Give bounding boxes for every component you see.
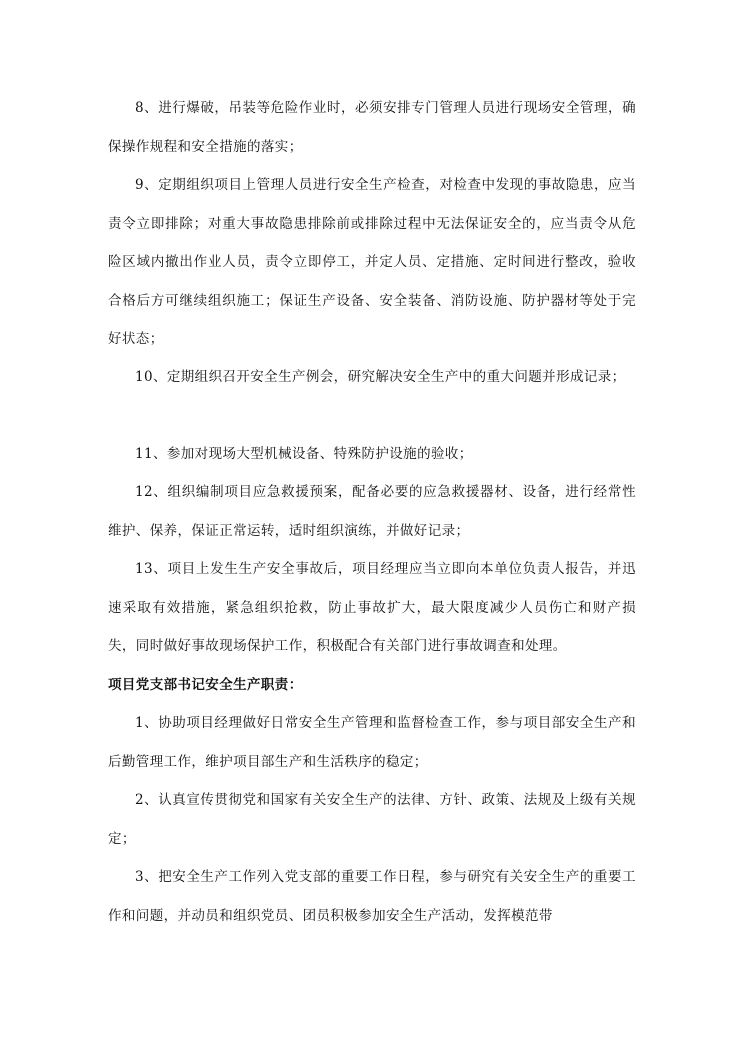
section-paragraph-1: 1、协助项目经理做好日常安全生产管理和监督检查工作，参与项目部安全生产和后勤管理工作，维护项目部生产和生活秩序的稳定； bbox=[108, 715, 636, 770]
section-paragraph-3: 3、把安全生产工作列入党支部的重要工作日程，参与研究有关安全生产的重要工作和问题，并动员和组织党员、团员积极参加安全生产活动，发挥模范带 bbox=[108, 869, 636, 924]
paragraph-item-10: 10、定期组织召开安全生产例会，研究解决安全生产中的重大问题并形成记录； bbox=[135, 369, 626, 385]
section-paragraph-2: 2、认真宣传贯彻党和国家有关安全生产的法律、方针、政策、法规及上级有关规定； bbox=[108, 792, 636, 847]
section-heading: 项目党支部书记安全生产职责： bbox=[108, 677, 303, 693]
paragraph-item-12: 12、组织编制项目应急救援预案，配备必要的应急救援器材、设备，进行经常性维护、保养，保证正常运转，适时组织演练，并做好记录； bbox=[108, 484, 636, 539]
paragraph-item-13: 13、项目上发生生产安全事故后，项目经理应当立即向本单位负责人报告，并迅速采取有效措施，紧急组织抢救，防止事故扩大，最大限度减少人员伤亡和财产损失，同时做好事故现场保护工作，积极配合有关部门进行事故调查和处理。 bbox=[108, 561, 636, 654]
paragraph-item-9: 9、定期组织项目上管理人员进行安全生产检查，对检查中发现的事故隐患，应当责令立即排除；对重大事故隐患排除前或排除过程中无法保证安全的，应当责令从危险区域内撤出作业人员，责令立即停工，并定人员、定措施、定时间进行整改，验收合格后方可继续组织施工；保证生产设备、安全装备、消防设施、防护器材等处于完好状态； bbox=[108, 177, 636, 347]
paragraph-item-11: 11、参加对现场大型机械设备、特殊防护设施的验收； bbox=[135, 446, 473, 462]
paragraph-item-8: 8、进行爆破，吊装等危险作业时，必须安排专门管理人员进行现场安全管理，确保操作规程和安全措施的落实； bbox=[108, 100, 636, 155]
